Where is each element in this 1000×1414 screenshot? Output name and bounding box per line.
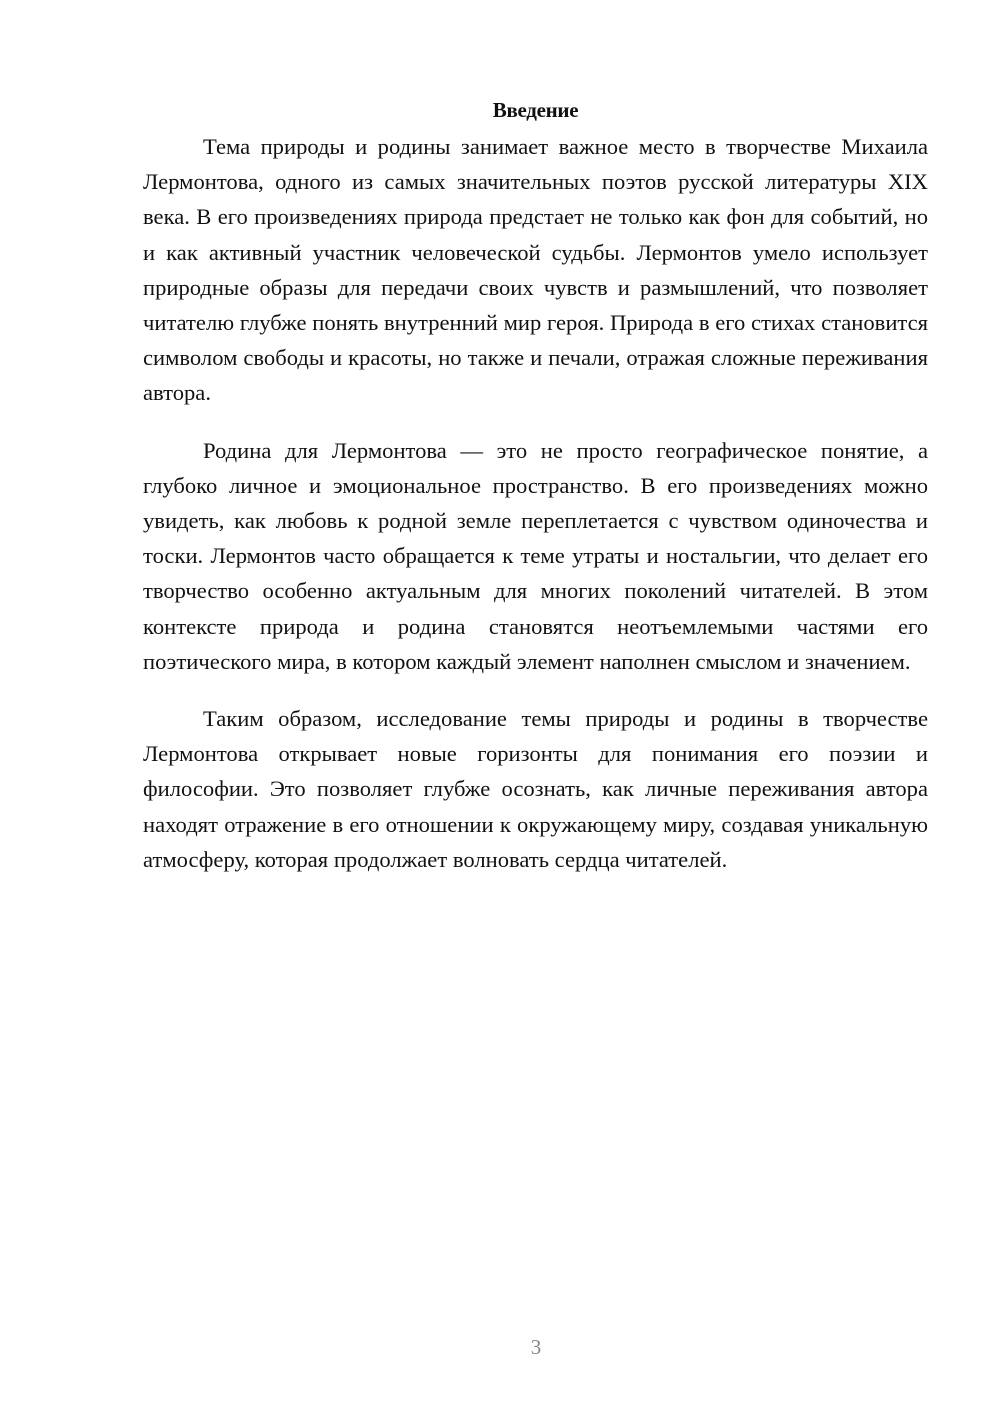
section-title: Введение — [492, 98, 579, 122]
paragraph-1: Тема природы и родины занимает важное место в творчестве Михаила Лермонтова, одного из самых значительных поэтов русской литературы XIX века. В его произведениях природа предстает не только как фон для событий, но и как активный участник человеческой судьбы. Лермонтов умело использует природные образы для передачи своих чувств и размышлений, что позволяет читателю глубже понять внутренний мир героя. Природа в его стихах становится символом свободы и красоты, но также и печали, отражая сложные переживания автора. — [143, 134, 928, 406]
paragraph-2: Родина для Лермонтова — это не просто географическое понятие, а глубоко личное и эмоциональное пространство. В его произведениях можно увидеть, как любовь к родной земле переплетается с чувством одиночества и тоски. Лермонтов часто обращается к теме утраты и ностальгии, что делает его творчество особенно актуальным для многих поколений читателей. В этом контексте природа и родина становятся неотъемлемыми частями его поэтического мира, в котором каждый элемент наполнен смыслом и значением. — [143, 437, 928, 674]
page-content — [143, 95, 928, 899]
page-number: 3 — [530, 1335, 542, 1359]
paragraph-3: Таким образом, исследование темы природы и родины в творчестве Лермонтова открывает новые горизонты для понимания его поэзии и философии. Это позволяет глубже осознать, как личные переживания автора находят отражение в его отношении к окружающему миру, создавая уникальную атмосферу, которая продолжает волновать сердца читателей. — [143, 706, 928, 872]
